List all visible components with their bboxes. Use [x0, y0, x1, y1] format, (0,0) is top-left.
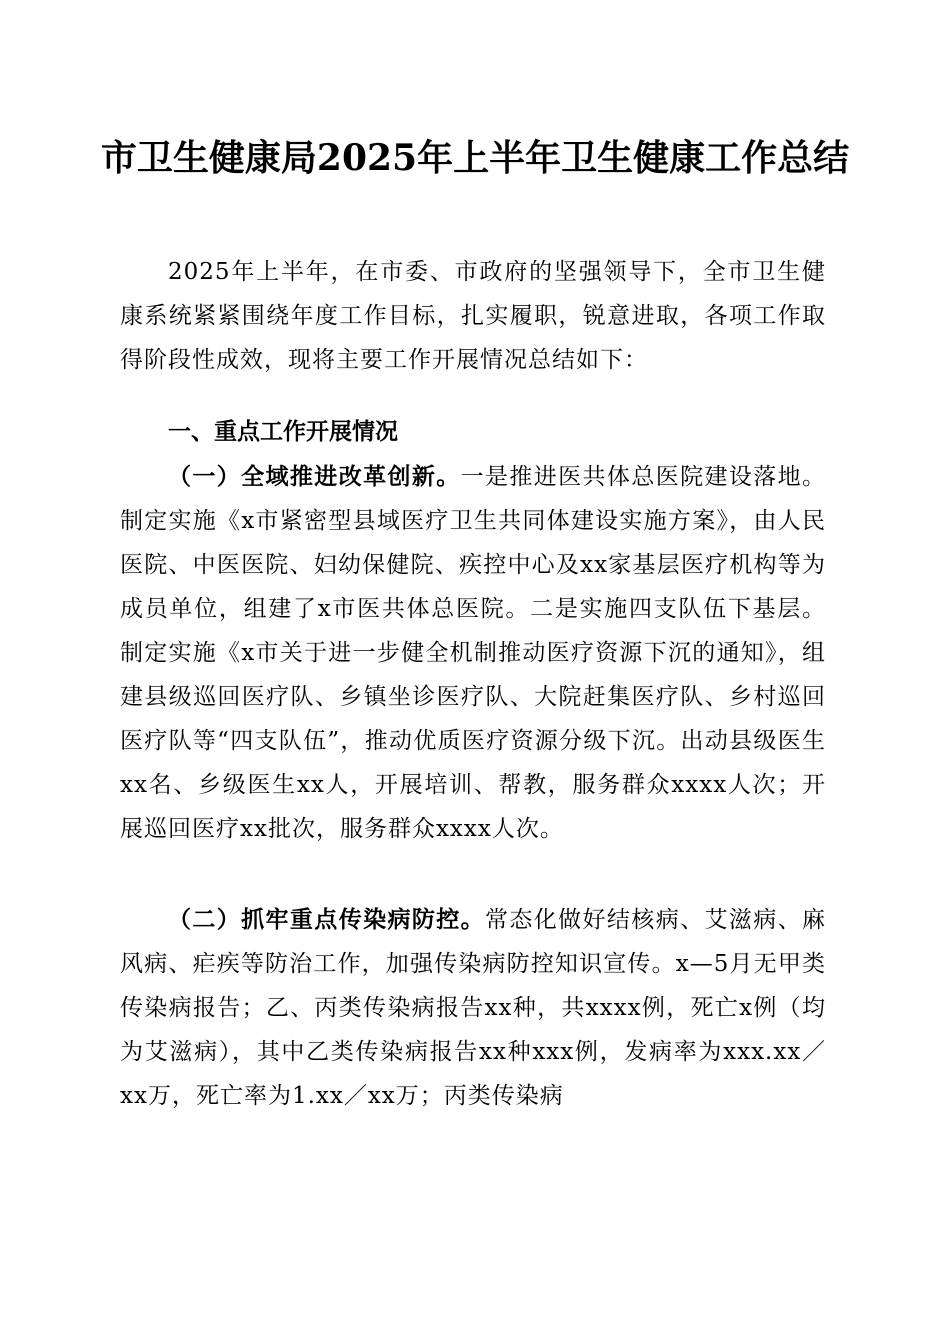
- paragraph-reform-body: 一是推进医共体总医院建设落地。制定实施《x市紧密型县域医疗卫生共同体建设实施方案》，由人民医院、中医医院、妇幼保健院、疾控中心及xx家基层医疗机构等为成员单位，组建了x市医共体总医院。二是实施四支队伍下基层。制定实施《x市关于进一步健全机制推动医疗资源下沉的通知》，组建县级巡回医疗队、乡镇坐诊医疗队、大院赶集医疗队、乡村巡回医疗队等“四支队伍”，推动优质医疗资源分级下沉。出动县级医生xx名、乡级医生xx人，开展培训、帮教，服务群众xxxx人次；开展巡回医疗xx批次，服务群众xxxx人次。: [120, 464, 827, 842]
- intro-paragraph: 2025年上半年，在市委、市政府的坚强领导下，全市卫生健康系统紧紧围绕年度工作目标，扎实履职，锐意进取，各项工作取得阶段性成效，现将主要工作开展情况总结如下：: [120, 259, 826, 373]
- subsection-heading-reform: （一）全域推进改革创新。: [168, 464, 461, 490]
- paragraph-disease-control-body: 常态化做好结核病、艾滋病、麻风病、疟疾等防治工作，加强传染病防控知识宣传。x—5月无甲类传染病报告；乙、丙类传染病报告xx种，共xxxx例，死亡x例（均为艾滋病），其中乙类传染病报告xx种xxx例，发病率为xxx.xx／xx万，死亡率为1.xx／xx万；丙类传染病: [120, 907, 827, 1109]
- paragraph-reform: [120, 455, 826, 851]
- paragraph-disease-control: [120, 898, 826, 1118]
- subsection-heading-disease-control: （二）抓牢重点传染病防控。: [168, 907, 485, 933]
- document-title: 市卫生健康局2025年上半年卫生健康工作总结: [100, 137, 850, 179]
- section-heading: 一、重点工作开展情况: [168, 419, 398, 445]
